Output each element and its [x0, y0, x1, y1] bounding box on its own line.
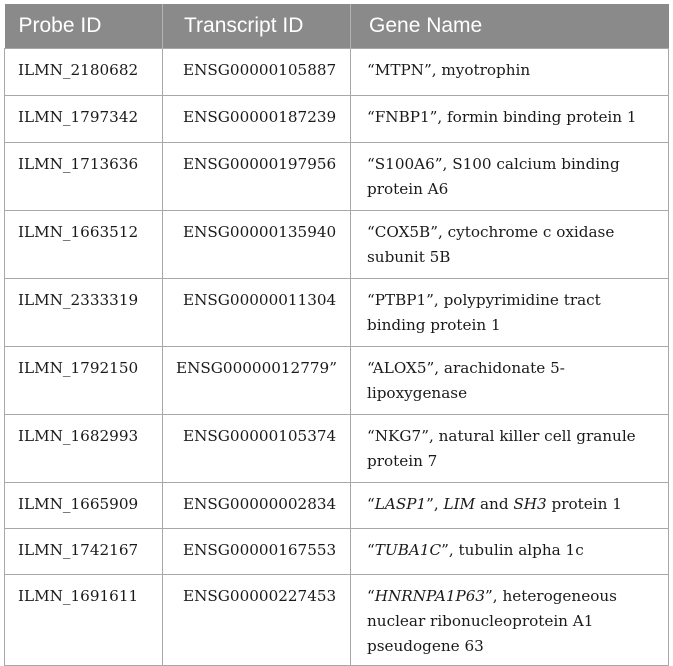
cell-probe-id: ILMN_1682993	[5, 414, 163, 482]
table-row	[5, 574, 669, 665]
cell-transcript-id: ENSG00000135940	[163, 210, 351, 278]
gene-name-text: “NKG7”, natural killer cell granule protein 7	[367, 426, 636, 470]
header-transcript-id: Transcript ID	[163, 4, 351, 48]
gene-symbol-italic: TUBA1C	[374, 540, 442, 559]
cell-transcript-id: ENSG00000011304	[163, 278, 351, 346]
gene-name-text: “ALOX5”, arachidonate 5-lipoxygenase	[367, 358, 565, 402]
header-probe-id: Probe ID	[5, 4, 163, 48]
table-row	[5, 528, 669, 574]
gene-name-text: “MTPN”, myotrophin	[367, 60, 531, 79]
cell-transcript-id: ENSG00000167553	[163, 528, 351, 574]
cell-gene-name	[351, 574, 669, 665]
table-header	[5, 4, 669, 48]
cell-gene-name	[351, 142, 669, 210]
table-body	[5, 48, 669, 665]
gene-name-text: “	[367, 494, 375, 513]
cell-probe-id: ILMN_1663512	[5, 210, 163, 278]
cell-gene-name	[351, 95, 669, 142]
cell-gene-name	[351, 414, 669, 482]
header-gene-name: Gene Name	[369, 13, 483, 37]
cell-gene-name	[351, 528, 669, 574]
gene-symbol-italic: LIM	[443, 494, 476, 513]
cell-probe-id: ILMN_1691611	[5, 574, 163, 665]
table-row	[5, 346, 669, 414]
table-row	[5, 142, 669, 210]
gene-name-text: “	[367, 586, 375, 605]
gene-name-text: protein 1	[546, 494, 622, 513]
gene-symbol-italic: LASP1	[374, 494, 427, 513]
table-row	[5, 210, 669, 278]
table-row	[5, 95, 669, 142]
cell-transcript-id: ENSG00000227453	[163, 574, 351, 665]
gene-name-text: “S100A6”, S100 calcium binding protein A6	[367, 154, 620, 198]
probe-gene-table	[4, 4, 669, 666]
gene-name-text: ”, tubulin alpha 1c	[441, 540, 584, 559]
gene-name-text: “	[367, 540, 375, 559]
header-row	[5, 4, 669, 48]
cell-probe-id: ILMN_1665909	[5, 482, 163, 528]
cell-gene-name	[351, 482, 669, 528]
gene-name-text: “COX5B”, cytochrome c oxidase subunit 5B	[367, 222, 615, 266]
cell-gene-name	[351, 210, 669, 278]
cell-gene-name	[351, 48, 669, 95]
gene-name-text: ”, heterogeneous nuclear ribonucleoprotein A1 pseudogene 63	[367, 586, 617, 655]
data-table-container	[4, 4, 668, 666]
cell-probe-id: ILMN_1713636	[5, 142, 163, 210]
gene-symbol-italic: HNRNPA1P63	[374, 586, 486, 605]
gene-symbol-italic: SH3	[513, 494, 547, 513]
cell-transcript-id: ENSG00000105887	[163, 48, 351, 95]
table-row	[5, 278, 669, 346]
cell-transcript-id: ENSG00000105374	[163, 414, 351, 482]
table-row	[5, 482, 669, 528]
cell-probe-id: ILMN_2180682	[5, 48, 163, 95]
cell-transcript-id: ENSG00000012779”	[163, 346, 351, 414]
cell-probe-id: ILMN_1742167	[5, 528, 163, 574]
cell-transcript-id: ENSG00000187239	[163, 95, 351, 142]
table-row	[5, 48, 669, 95]
cell-probe-id: ILMN_1797342	[5, 95, 163, 142]
cell-transcript-id: ENSG00000002834	[163, 482, 351, 528]
cell-transcript-id: ENSG00000197956	[163, 142, 351, 210]
cell-probe-id: ILMN_1792150	[5, 346, 163, 414]
cell-gene-name	[351, 346, 669, 414]
gene-name-text: “FNBP1”, formin binding protein 1	[367, 107, 637, 126]
table-row	[5, 414, 669, 482]
gene-name-text: “PTBP1”, polypyrimidine tract binding protein 1	[367, 290, 601, 334]
cell-gene-name	[351, 278, 669, 346]
gene-name-text: ”,	[426, 494, 444, 513]
cell-probe-id: ILMN_2333319	[5, 278, 163, 346]
gene-name-text: and	[475, 494, 514, 513]
